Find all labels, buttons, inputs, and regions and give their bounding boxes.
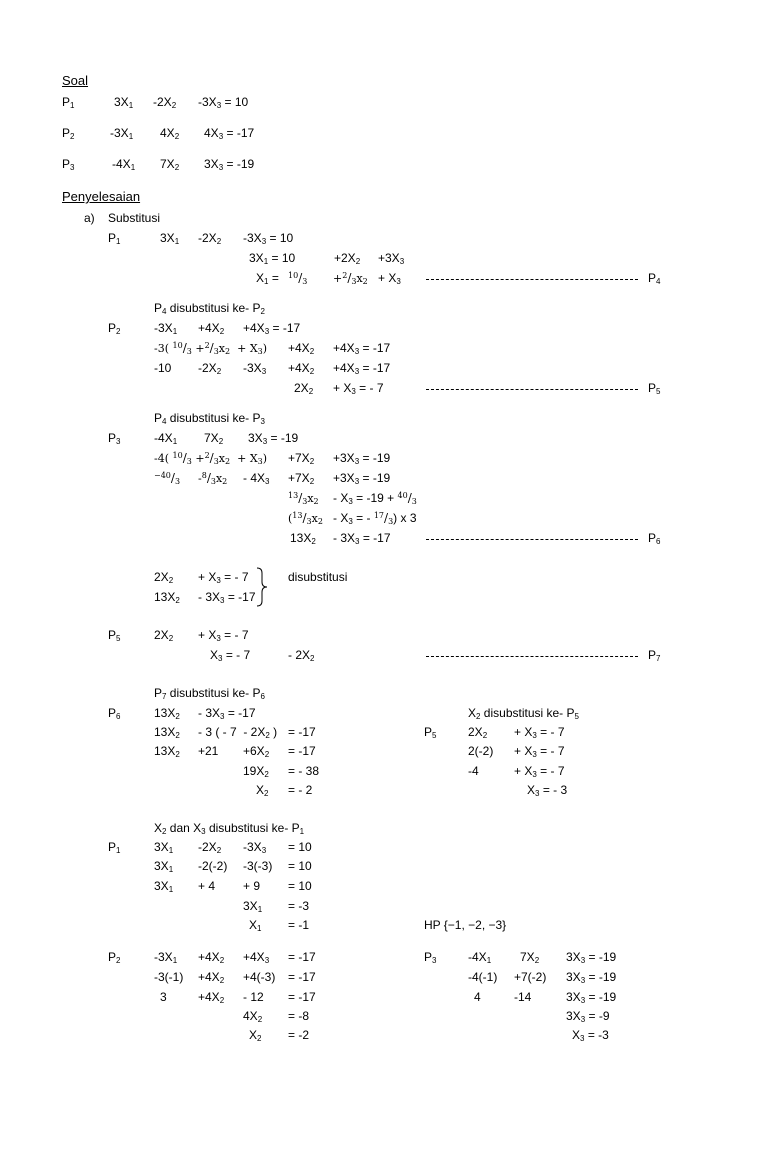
step5b-r1-term2: + $X_3$ = - 7 — [514, 725, 565, 740]
step4-r1-term2: + $X_3$ = - 7 — [198, 628, 249, 643]
check3-r3-term1: 4 — [474, 990, 481, 1004]
step3-r4-lhs: $^{13}/_3x_2$ — [288, 491, 319, 506]
step5-r4-lhs: $19X_2$ — [243, 764, 269, 779]
step6-r4-rhs: = -3 — [288, 899, 310, 913]
step1-r1-term1: $3X_1$ — [160, 231, 180, 246]
step3-r2-term4: $+7X_2$ — [288, 451, 315, 466]
step6-r4-lhs: $3X_1$ — [243, 899, 263, 914]
combine-note: disubstitusi — [288, 570, 348, 584]
step6-r3-rhs: = 10 — [288, 879, 312, 893]
step2-r3-term1: -10 — [154, 361, 172, 375]
step2-r3-term5: $+4X_3 = -17$ — [333, 361, 391, 376]
check3-r2-term2: +7(-2) — [514, 970, 547, 984]
step4-r1-term1: $2X_2$ — [154, 628, 174, 643]
step5-r1-term1: $13X_2$ — [154, 706, 180, 721]
step5-r3-term3: $+6X_2$ — [243, 744, 270, 759]
curly-brace-icon — [256, 567, 268, 607]
check3-r3-term2: -14 — [514, 990, 532, 1004]
step2-r2-term5: $+4X_3 = -17$ — [333, 341, 391, 356]
method-marker: a) — [84, 211, 95, 225]
step2-r1-term3: $+4X_3 = -17$ — [243, 321, 301, 336]
soal-p3-term2: $7X_2$ — [160, 157, 180, 172]
check3-r1-term3: $3X_3 = -19$ — [566, 950, 617, 965]
step6-r1-term3: $-3X_3$ — [243, 840, 267, 855]
soal-p3-term1: $-4X_1$ — [112, 157, 136, 172]
step6-r1-term1: $3X_1$ — [154, 840, 174, 855]
step2-r4-term1: $2X_2$ — [294, 381, 314, 396]
divider-dash — [426, 656, 638, 657]
check2-p-label: $P_2$ — [108, 950, 121, 965]
step3-r5-lhs: ($^{13}/_3x_2$ — [288, 511, 323, 526]
check2-r1-term2: $+4X_2$ — [198, 950, 225, 965]
step3-r3-term5: $+3X_3 = -19$ — [333, 471, 391, 486]
soal-p1-term2: $-2X_2$ — [153, 95, 177, 110]
step6-p-label: $P_1$ — [108, 840, 121, 855]
check3-r5: $X_3 = -3$ — [572, 1028, 609, 1043]
step3-r6-term1: $13X_2$ — [290, 531, 316, 546]
step5-p-label: $P_6$ — [108, 706, 121, 721]
step3-r1-term1: $-4X_1$ — [154, 431, 178, 446]
check2-r5-lhs: $X_2$ — [249, 1028, 262, 1043]
divider-dash — [426, 389, 638, 390]
step1-r3-term3: + $X_3$ — [378, 271, 401, 286]
step5-r5-rhs: = - 2 — [288, 783, 313, 797]
check3-r3-term3: $3X_3 = -19$ — [566, 990, 617, 1005]
step2-p-label: $P_2$ — [108, 321, 121, 336]
step1-p-label: $P_1$ — [108, 231, 121, 246]
check2-r1-term3: $+4X_3$ — [243, 950, 270, 965]
step4-p-label: $P_5$ — [108, 628, 121, 643]
check2-r3-rhs: = -17 — [288, 990, 316, 1004]
check2-r5-rhs: = -2 — [288, 1028, 310, 1042]
step3-r2-expr: -4( $^{10}/_3 +^2/_3x_2 + X_3$) — [154, 451, 268, 466]
step6-r5-rhs: = -1 — [288, 918, 310, 932]
check2-r2-term3: +4(-3) — [243, 970, 276, 984]
step5-r5-lhs: $X_2$ — [256, 783, 269, 798]
step1-r2-lhs: $3X_1 = 10$ — [249, 251, 296, 266]
check3-r2-term1: -4(-1) — [468, 970, 498, 984]
step5-r2-rhs: = -17 — [288, 725, 316, 739]
step2-r2-expr: -3( $^{10}/_3 +^2/_3x_2 + X_3$) — [154, 341, 268, 356]
soal-p2-term1: $-3X_1$ — [110, 126, 134, 141]
step1-r2-term3: $+3X_3$ — [378, 251, 405, 266]
step2-note: $P_4$ disubstitusi ke- $P_2$ — [154, 301, 265, 316]
check2-r3-term3: - 12 — [243, 990, 264, 1004]
step5-note: $P_7$ disubstitusi ke- $P_6$ — [154, 686, 265, 701]
step3-result-label: $P_6$ — [648, 531, 661, 546]
check2-r1-term1: $-3X_1$ — [154, 950, 178, 965]
soal-p3-term3: $3X_3 = -19$ — [204, 157, 255, 172]
step3-r1-term3: $3X_3 = -19$ — [248, 431, 299, 446]
soal-p1-label: $P_1$ — [62, 95, 75, 110]
step5-r3-term1: $13X_2$ — [154, 744, 180, 759]
step3-r6-term2: - $3X_3 = -17$ — [333, 531, 391, 546]
soal-heading: Soal — [62, 73, 89, 88]
check2-r4-rhs: = -8 — [288, 1009, 310, 1023]
step5-r1-term2: - $3X_3 = -17$ — [198, 706, 256, 721]
combine-r1-term1: $2X_2$ — [154, 570, 174, 585]
step4-result-label: $P_7$ — [648, 648, 661, 663]
step3-r3-frac1: $^{-40}/_3$ — [154, 471, 181, 486]
soal-p1-term1: $3X_1$ — [114, 95, 134, 110]
step5b-note: $X_2$ disubstitusi ke- $P_5$ — [468, 706, 579, 721]
step2-result-label: $P_5$ — [648, 381, 661, 396]
check2-r2-term1: -3(-1) — [154, 970, 184, 984]
step3-r4-rhs: - $X_3 = -19 + ^{40}/_3$ — [333, 491, 417, 506]
step1-r2-term2: $+2X_2$ — [334, 251, 361, 266]
step3-note: $P_4$ disubstitusi ke- $P_3$ — [154, 411, 265, 426]
step5b-r1-term1: $2X_2$ — [468, 725, 488, 740]
check2-r1-rhs: = -17 — [288, 950, 316, 964]
step6-r5-lhs: $X_1$ — [249, 918, 262, 933]
step5b-p-label: $P_5$ — [424, 725, 437, 740]
check3-p-label: $P_3$ — [424, 950, 437, 965]
step2-r2-term4: $+4X_2$ — [288, 341, 315, 356]
step1-result-label: $P_4$ — [648, 271, 661, 286]
step5-r2-term1: $13X_2$ — [154, 725, 180, 740]
step6-r3-term3: + 9 — [243, 879, 261, 893]
step3-r3-frac2: $-^8/_3x_2$ — [198, 471, 228, 486]
step5b-r2-term1: 2(-2) — [468, 744, 494, 758]
step5b-r3-term1: -4 — [468, 764, 479, 778]
check2-r3-term1: 3 — [160, 990, 167, 1004]
soal-p2-term3: $4X_3 = -17$ — [204, 126, 255, 141]
step6-r2-term3: -3(-3) — [243, 859, 273, 873]
step3-p-label: $P_3$ — [108, 431, 121, 446]
step6-r2-term1: $3X_1$ — [154, 859, 174, 874]
step1-r3-lhs: $X_1$ = — [256, 271, 279, 286]
step2-r3-term4: $+4X_2$ — [288, 361, 315, 376]
soal-p2-term2: $4X_2$ — [160, 126, 180, 141]
step1-r3-frac2: $+^2/_3x_2$ — [333, 271, 368, 286]
step6-r3-term1: $3X_1$ — [154, 879, 174, 894]
step1-r1-term2: $-2X_2$ — [198, 231, 222, 246]
combine-r2-term1: $13X_2$ — [154, 590, 180, 605]
step6-r2-term2: -2(-2) — [198, 859, 228, 873]
soal-p1-term3: $-3X_3 = 10$ — [198, 95, 249, 110]
solution-set: HP {−1, −2, −3} — [424, 918, 507, 932]
step6-r2-rhs: = 10 — [288, 859, 312, 873]
step5-r2-expr: - 3 ( - $7 - 2X_2$ ) — [198, 725, 278, 740]
step4-r2-term2: - $2X_2$ — [288, 648, 315, 663]
soal-p3-label: $P_3$ — [62, 157, 75, 172]
divider-dash — [426, 279, 638, 280]
step6-r1-term2: $-2X_2$ — [198, 840, 222, 855]
step6-r3-term2: + 4 — [198, 879, 216, 893]
step1-r1-term3: $-3X_3 = 10$ — [243, 231, 294, 246]
step1-r3-frac1: $^{10}/_3$ — [288, 271, 308, 286]
step5-r4-rhs: = - 38 — [288, 764, 320, 778]
step3-r2-term5: $+3X_3 = -19$ — [333, 451, 391, 466]
step5b-r3-term2: + $X_3$ = - 7 — [514, 764, 565, 779]
step3-r3-term4: $+7X_2$ — [288, 471, 315, 486]
penyelesaian-heading: Penyelesaian — [62, 189, 141, 204]
step6-r1-rhs: = 10 — [288, 840, 312, 854]
soal-p2-label: $P_2$ — [62, 126, 75, 141]
step2-r4-term2: + $X_3$ = - 7 — [333, 381, 384, 396]
combine-r1-term2: + $X_3$ = - 7 — [198, 570, 249, 585]
step5-r3-term2: +21 — [198, 744, 219, 758]
divider-dash — [426, 539, 638, 540]
step2-r1-term1: $-3X_1$ — [154, 321, 178, 336]
step2-r3-term3: $-3X_3$ — [243, 361, 267, 376]
check3-r1-term1: $-4X_1$ — [468, 950, 492, 965]
step5-r3-rhs: = -17 — [288, 744, 316, 758]
check2-r2-rhs: = -17 — [288, 970, 316, 984]
check3-r1-term2: $7X_2$ — [520, 950, 540, 965]
combine-r2-term2: - $3X_3 = -17$ — [198, 590, 256, 605]
step2-r1-term2: $+4X_2$ — [198, 321, 225, 336]
check3-r4: $3X_3 = -9$ — [566, 1009, 610, 1024]
step4-r2-lhs: $X_3$ = - 7 — [210, 648, 251, 663]
step6-note: $X_2$ dan $X_3$ disubstitusi ke- $P_1$ — [154, 821, 305, 836]
step3-r3-term3: - $4X_3$ — [243, 471, 270, 486]
step2-r3-term2: $-2X_2$ — [198, 361, 222, 376]
method-name: Substitusi — [108, 211, 161, 225]
check3-r2-term3: $3X_3 = -19$ — [566, 970, 617, 985]
check2-r4-lhs: $4X_2$ — [243, 1009, 263, 1024]
check2-r3-term2: $+4X_2$ — [198, 990, 225, 1005]
step3-r5-rhs: - $X_3$ = - $^{17}/_3$) x 3 — [333, 511, 417, 526]
step5b-r4: $X_3$ = - 3 — [527, 783, 568, 798]
step3-r1-term2: $7X_2$ — [204, 431, 224, 446]
step5b-r2-term2: + $X_3$ = - 7 — [514, 744, 565, 759]
check2-r2-term2: $+4X_2$ — [198, 970, 225, 985]
